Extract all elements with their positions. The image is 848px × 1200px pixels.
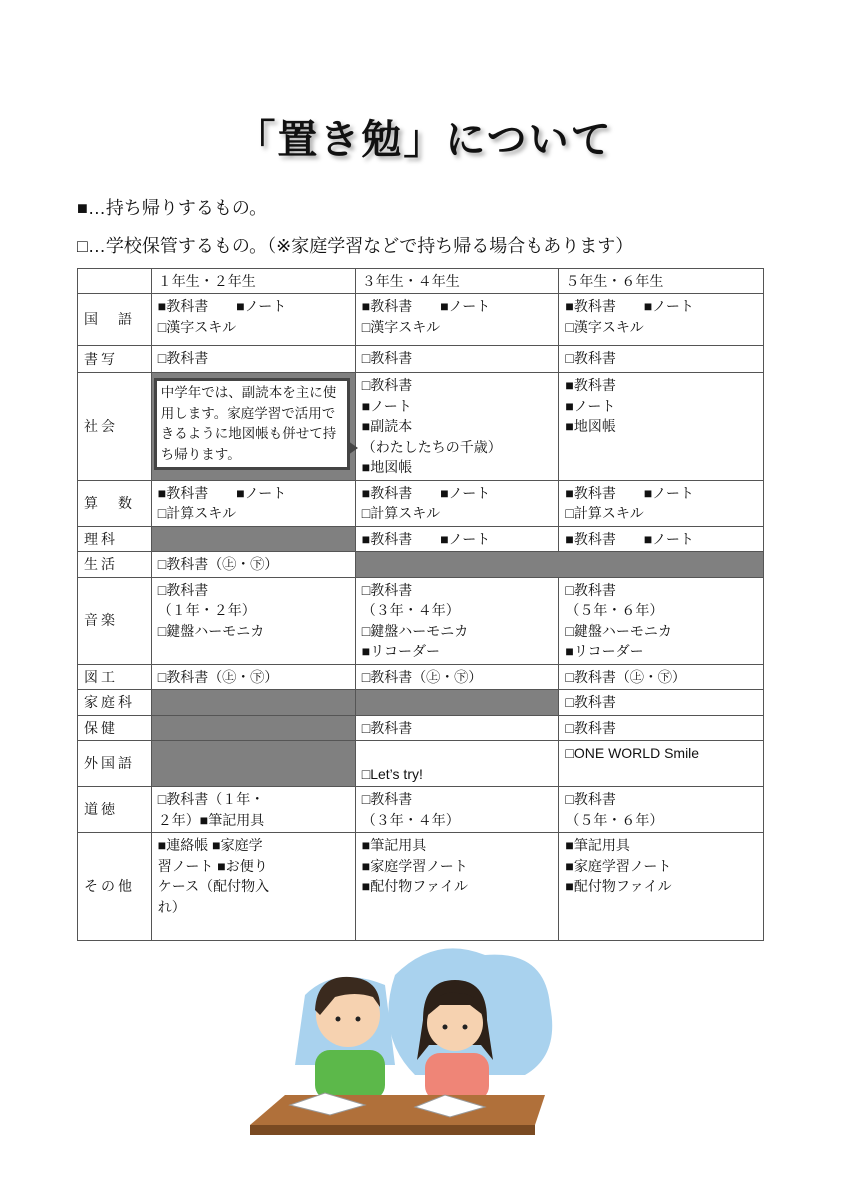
item-line: □教科書 [565, 350, 616, 366]
items-cell [559, 480, 764, 526]
item-line: □漢字スキル [361, 318, 441, 335]
subject-label: 算 数 [78, 480, 152, 526]
item-line: □教科書（㊤・㊦） [157, 556, 279, 572]
item-line [362, 743, 553, 764]
item-line: ■家庭学習ノート [361, 857, 468, 874]
item-line: □教科書 [565, 791, 616, 807]
items-cell [559, 577, 764, 664]
item-line: □教科書 [565, 581, 616, 598]
item-line: □教科書（１年・ [157, 791, 265, 807]
items-cell [559, 690, 764, 716]
item-line: ■ノート [565, 397, 616, 414]
items-cell [559, 373, 764, 481]
item-line: □鍵盤ハーモニカ [361, 622, 469, 639]
item-line: □教科書 [565, 694, 616, 710]
callout-cell [151, 373, 355, 481]
items-cell [151, 664, 355, 690]
items-cell [559, 294, 764, 346]
item-line: ■教科書 ■ノート [565, 530, 694, 547]
item-line: ケース（配付物入 [157, 878, 270, 894]
item-line: ■地図帳 [565, 418, 616, 434]
items-cell [559, 664, 764, 690]
item-line: （３年・４年） [361, 602, 460, 618]
item-line: □鍵盤ハーモニカ [565, 622, 672, 639]
subject-label: 書写 [78, 346, 152, 373]
items-cell [355, 373, 559, 481]
items-cell [559, 787, 764, 833]
subject-label: 外国語 [78, 741, 152, 787]
page-title: 「置き勉」について [235, 118, 613, 162]
table-row [78, 480, 764, 526]
item-line: れ） [157, 898, 186, 915]
table-row [78, 552, 764, 578]
item-line: □計算スキル [157, 505, 237, 521]
items-cell [355, 577, 559, 664]
items-cell [355, 480, 559, 526]
shaded-cell [355, 690, 559, 716]
item-line: □教科書 [361, 719, 413, 736]
subject-label: 国 語 [78, 294, 152, 346]
column-header [78, 269, 152, 294]
item-line: ■教科書 ■ノート [565, 484, 694, 501]
items-cell [559, 741, 764, 787]
item-line: ■教科書 ■ノート [361, 530, 491, 547]
item-line: □教科書 [157, 350, 209, 366]
table-row [78, 741, 764, 787]
subject-label: 理科 [78, 526, 152, 552]
item-line: ■地図帳 [361, 459, 413, 475]
item-line: 習ノート ■お便り [157, 857, 268, 874]
item-line: （５年・６年） [565, 602, 664, 618]
item-line: □教科書（㊤・㊦） [157, 668, 279, 685]
items-cell [151, 833, 355, 941]
items-cell [355, 526, 559, 552]
item-line: □計算スキル [565, 505, 644, 521]
item-line: □ONE WORLD Smile [565, 745, 700, 761]
items-cell [151, 346, 355, 373]
table-row [78, 577, 764, 664]
item-line: （１年・２年） [157, 602, 256, 618]
callout-note: 中学年では、副読本を主に使用します。家庭学習で活用できるように地図帳も併せて持ち帰ります。 [154, 378, 350, 470]
items-cell [151, 577, 355, 664]
table-row [78, 346, 764, 373]
shaded-cell [151, 690, 355, 716]
subject-label: 道徳 [78, 787, 152, 833]
items-cell [355, 715, 559, 741]
table-row [78, 715, 764, 741]
items-table [77, 268, 764, 941]
item-line: □教科書 [157, 581, 209, 598]
subject-label: 保健 [78, 715, 152, 741]
item-line: （３年・４年） [361, 811, 460, 828]
items-cell [355, 741, 559, 787]
subject-label: 家庭科 [78, 690, 152, 716]
item-line: ■筆記用具 [565, 837, 630, 853]
legend-take-home: ■…持ち帰りするもの。 [77, 198, 268, 218]
item-line: □漢字スキル [565, 318, 644, 335]
shaded-cell [151, 526, 355, 552]
items-cell [355, 346, 559, 373]
shaded-cell [151, 715, 355, 741]
item-line: □教科書（㊤・㊦） [361, 668, 483, 685]
shaded-cell [355, 552, 763, 578]
item-line: ■教科書 ■ノート [361, 298, 491, 314]
item-line: □計算スキル [361, 505, 441, 521]
item-line: ■教科書 ■ノート [361, 484, 491, 501]
item-line: ■教科書 ■ノート [157, 298, 287, 314]
item-line: □教科書 [361, 581, 413, 598]
items-cell [355, 294, 559, 346]
subject-label: 生活 [78, 552, 152, 578]
item-line: ２年）■筆記用具 [157, 811, 265, 828]
item-line: ■連絡帳 ■家庭学 [157, 837, 263, 853]
items-cell [559, 526, 764, 552]
items-cell [355, 787, 559, 833]
table-header-row [78, 269, 764, 294]
item-line: □鍵盤ハーモニカ [157, 622, 265, 639]
table-row [78, 833, 764, 941]
items-cell [151, 480, 355, 526]
column-header: ５年生・６年生 [559, 269, 764, 294]
table-row [78, 294, 764, 346]
items-cell [559, 346, 764, 373]
items-cell [355, 833, 559, 941]
item-line: ■筆記用具 [361, 837, 427, 853]
item-line: ■配付物ファイル [361, 878, 468, 894]
items-cell [559, 715, 764, 741]
legend-school-keep: □…学校保管するもの。（※家庭学習などで持ち帰る場合もあります） [77, 236, 634, 256]
item-line: □教科書 [361, 350, 413, 366]
item-line: ■家庭学習ノート [565, 857, 672, 874]
subject-label: 図工 [78, 664, 152, 690]
items-cell [151, 787, 355, 833]
item-line: □Let’s try! [361, 765, 423, 782]
column-header: ３年生・４年生 [355, 269, 559, 294]
item-line: ■配付物ファイル [565, 878, 672, 894]
items-cell [151, 552, 355, 578]
students-studying-illustration [245, 935, 565, 1145]
item-line: □教科書（㊤・㊦） [565, 668, 686, 685]
column-header: １年生・２年生 [151, 269, 355, 294]
item-line: ■教科書 ■ノート [565, 298, 694, 314]
subject-label: 社会 [78, 373, 152, 481]
item-line: □漢字スキル [157, 318, 237, 335]
item-line: （５年・６年） [565, 811, 664, 828]
item-line: ■ノート [361, 397, 412, 414]
table-row [78, 526, 764, 552]
item-line: （わたしたちの千歳） [361, 438, 502, 455]
item-line: ■副読本 [361, 418, 413, 434]
item-line: ■リコーダー [565, 643, 644, 659]
item-line: ■教科書 ■ノート [157, 484, 287, 501]
shaded-cell [151, 741, 355, 787]
item-line: ■教科書 [565, 377, 616, 393]
subject-label: 音楽 [78, 577, 152, 664]
table-row [78, 373, 764, 481]
item-line: □教科書 [565, 719, 616, 736]
subject-label: その他 [78, 833, 152, 941]
item-line: □教科書 [361, 791, 413, 807]
table-row [78, 787, 764, 833]
table-row [78, 664, 764, 690]
items-cell [151, 294, 355, 346]
table-row [78, 690, 764, 716]
items-cell [559, 833, 764, 941]
item-line: ■リコーダー [361, 643, 440, 659]
item-line: □教科書 [361, 377, 413, 393]
items-cell [355, 664, 559, 690]
